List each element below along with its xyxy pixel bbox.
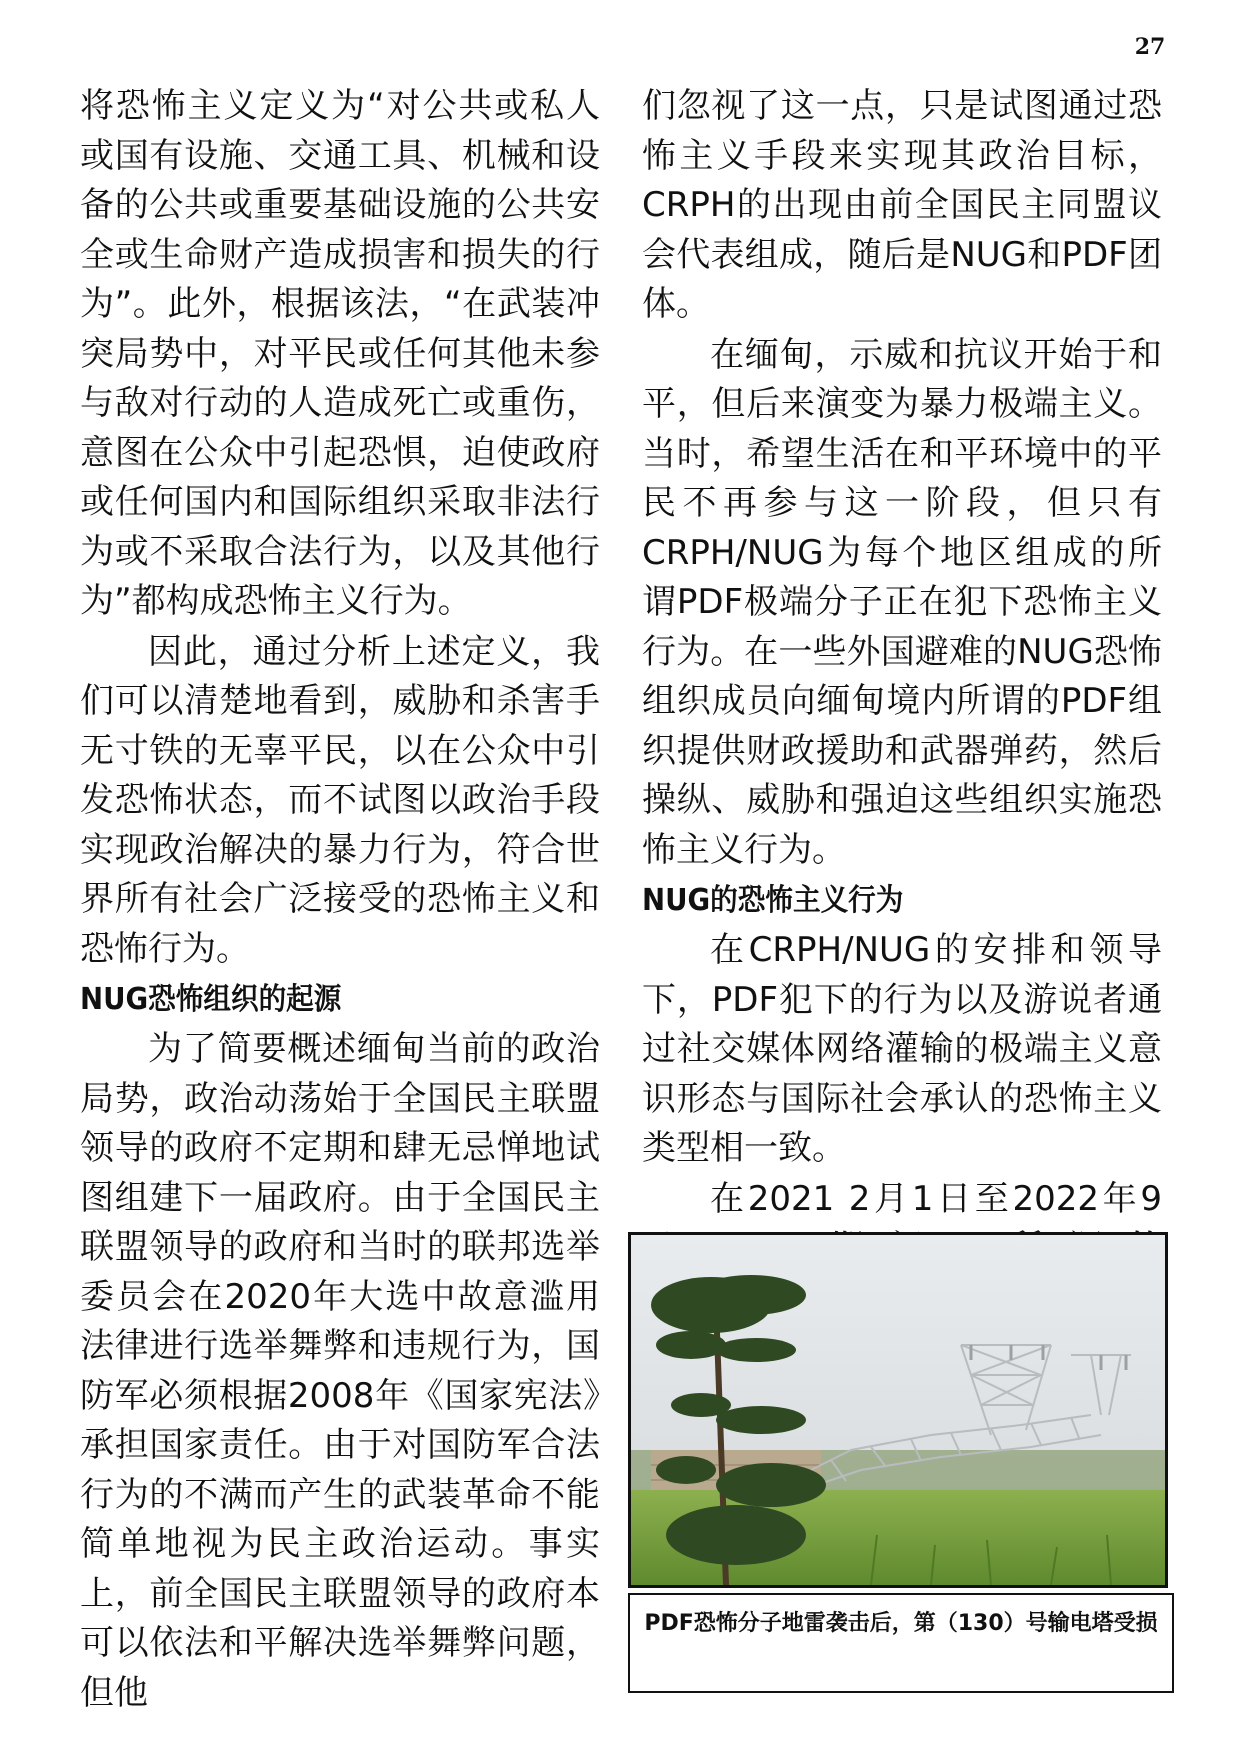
left-paragraph-3: 为了简要概述缅甸当前的政治局势，政治动荡始于全国民主联盟领导的政府不定期和肆无忌惮地试图组建下一届政府。由于全国民主联盟领导的政府和当时的联邦选举委员会在2020年大选中故意滥用法律进行选举舞弊和违规行为，国防军必须根据2008年《国家宪法》承担国家责任。由于对国防军合法行为的不满而产生的武装革命不能简单地视为民主政治运动。事实上，前全国民主联盟领导的政府本可以依法和平解决选举舞弊问题，但他 (80, 1029, 600, 1713)
page-number: 27 (1134, 34, 1166, 60)
figure-photo (628, 1232, 1168, 1588)
section-heading-acts: NUG的恐怖主义行为 (642, 883, 904, 918)
left-column (80, 82, 600, 1719)
right-paragraph-4: 在2021 2月1日至2022年9 (710, 1178, 1162, 1219)
right-column (642, 82, 1162, 1374)
left-paragraph-1: 将恐怖主义定义为“对公共或私人或国有设施、交通工具、机械和设备的公共或重要基础设施的公共安全或生命财产造成损害和损失的行为”。此外，根据该法，“在武装冲突局势中，对平民或任何其他未参与敌对行动的人造成死亡或重伤，意图在公众中引起恐惧，迫使政府或任何国内和国际组织采取非法行为或不采取合法行为，以及其他行为”都构成恐怖主义行为。 (80, 86, 600, 621)
damaged-tower-photo (631, 1235, 1165, 1585)
figure-caption: PDF恐怖分子地雷袭击后，第（130）号输电塔受损 (628, 1593, 1174, 1693)
left-paragraph-2: 因此，通过分析上述定义，我们可以清楚地看到，威胁和杀害手无寸铁的无辜平民，以在公众中引发恐怖状态，而不试图以政治手段实现政治解决的暴力行为，符合世界所有社会广泛接受的恐怖主义和恐怖行为。 (80, 631, 600, 969)
section-heading-origin: NUG恐怖组织的起源 (80, 982, 342, 1017)
right-paragraph-2: 在缅甸，示威和抗议开始于和平，但后来演变为暴力极端主义。当时，希望生活在和平环境中的平民不再参与这一阶段，但只有CRPH/NUG为每个地区组成的所谓PDF极端分子正在犯下恐怖主义行为。在一些外国避难的NUG恐怖组织成员向缅甸境内所谓的PDF组织提供财政援助和武器弹药，然后操纵、威胁和强迫这些组织实施恐怖主义行为。 (642, 334, 1162, 870)
right-paragraph-3: 在CRPH/NUG的安排和领导下，PDF犯下的行为以及游说者通过社交媒体网络灌输的极端主义意识形态与国际社会承认的恐怖主义类型相一致。 (642, 930, 1162, 1168)
right-paragraph-1: 们忽视了这一点，只是试图通过恐怖主义手段来实现其政治目标，CRPH的出现由前全国民主同盟议会代表组成，随后是NUG和PDF团体。 (642, 86, 1162, 324)
